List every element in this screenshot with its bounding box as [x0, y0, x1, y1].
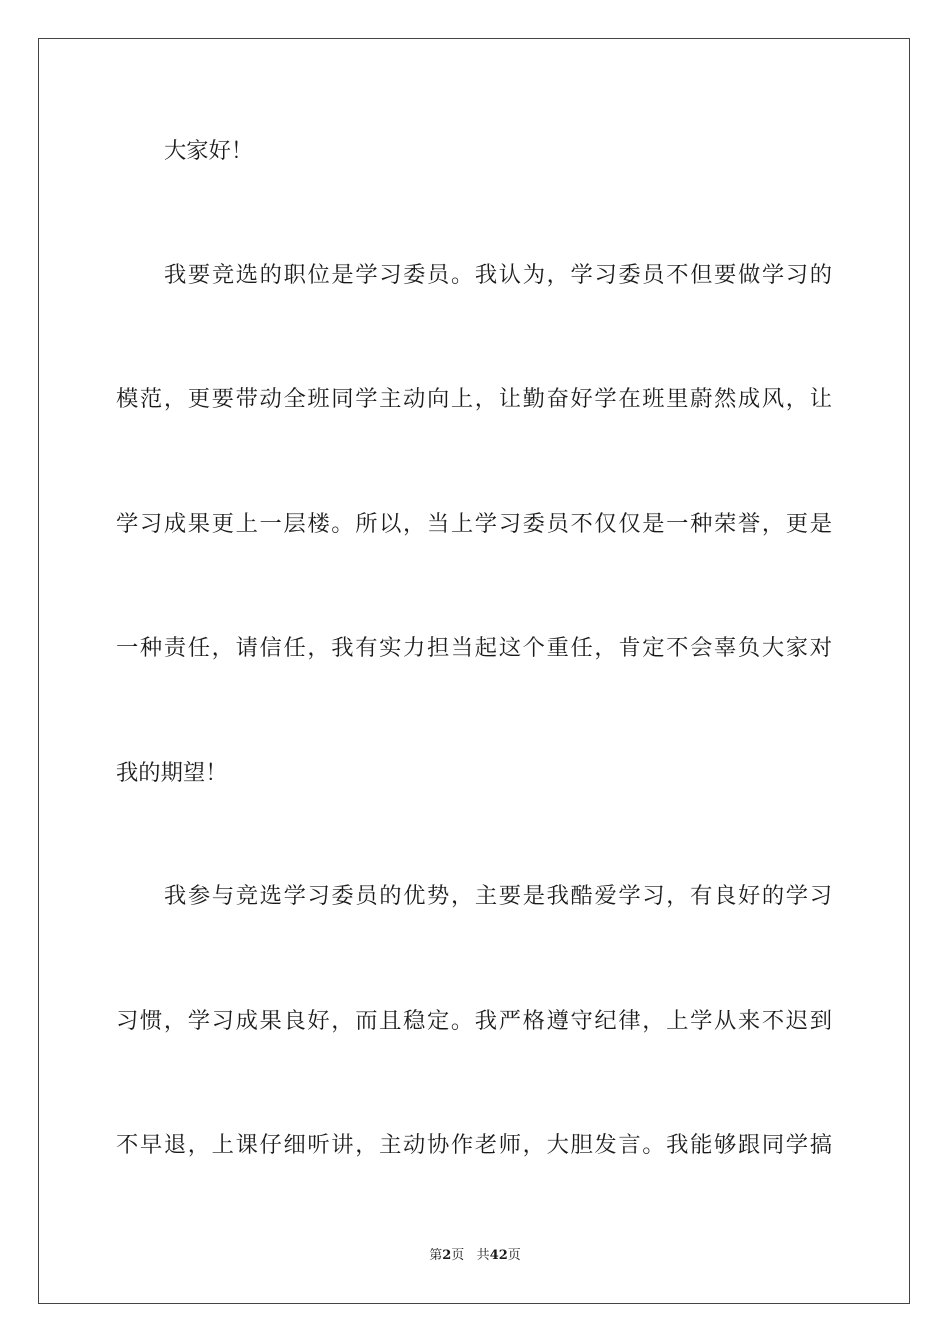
paragraph-1-line-5: 我的期望！ [116, 760, 228, 786]
footer-total-suffix: 页 [507, 1248, 521, 1263]
page-border [38, 38, 910, 1304]
footer-total-pages: 42 [489, 1248, 508, 1263]
greeting-line: 大家好！ [164, 138, 254, 164]
footer-page-suffix: 页 [451, 1248, 465, 1263]
paragraph-1-line-2: 模范，更要带动全班同学主动向上，让勤奋好学在班里蔚然成风，让 [116, 386, 832, 412]
paragraph-1-line-1: 我要竞选的职位是学习委员。我认为，学习委员不但要做学习的 [164, 262, 832, 288]
paragraph-1-line-3: 学习成果更上一层楼。所以，当上学习委员不仅仅是一种荣誉，更是 [116, 511, 832, 537]
footer-page-prefix: 第 [429, 1248, 443, 1263]
paragraph-2-line-2: 习惯，学习成果良好，而且稳定。我严格遵守纪律，上学从来不迟到 [116, 1008, 832, 1034]
footer-page-number: 2 [442, 1248, 452, 1263]
paragraph-2-line-3: 不早退，上课仔细听讲，主动协作老师，大胆发言。我能够跟同学搞 [116, 1132, 832, 1158]
paragraph-1-line-4: 一种责任，请信任，我有实力担当起这个重任，肯定不会辜负大家对 [116, 635, 832, 661]
footer-total-prefix: 共 [476, 1248, 490, 1263]
paragraph-2-line-1: 我参与竞选学习委员的优势，主要是我酷爱学习，有良好的学习 [164, 883, 832, 909]
page-footer [0, 1247, 950, 1265]
